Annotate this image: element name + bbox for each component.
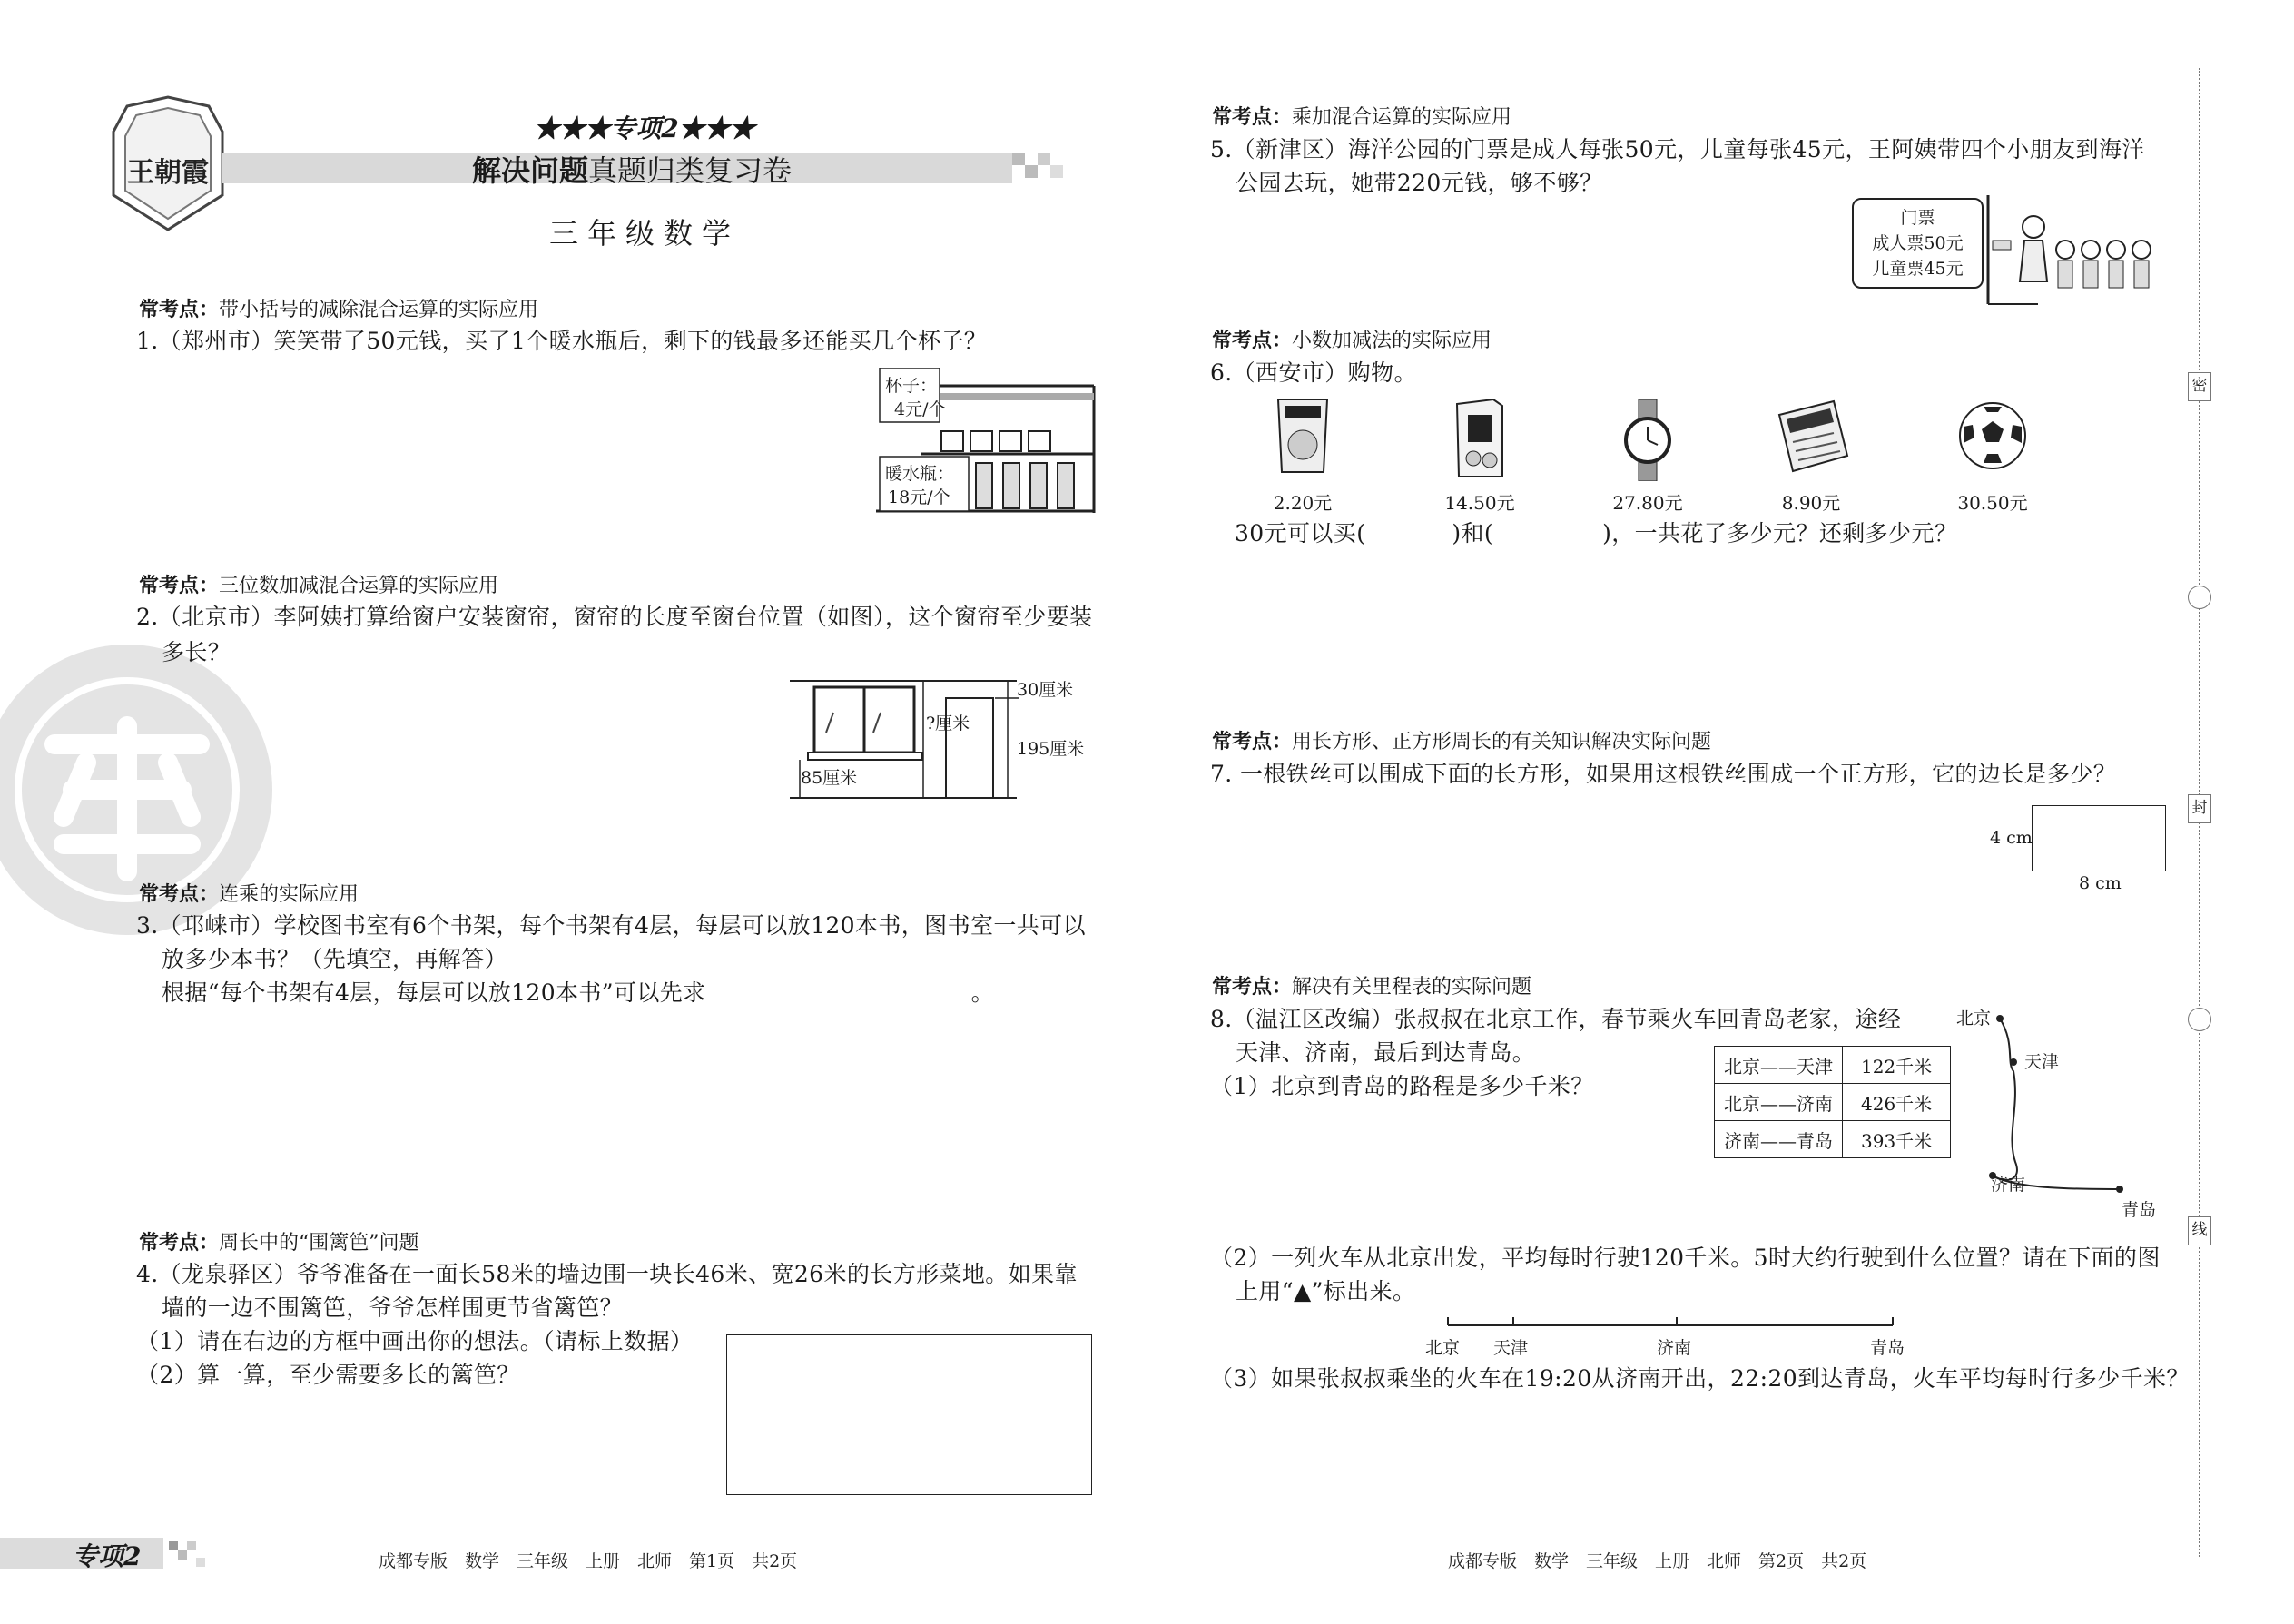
special-label: ★★★专项2★★★: [534, 113, 755, 143]
q6-fill-c: )，一共花了多少元？还剩多少元？: [1602, 520, 1958, 546]
distance-cell: 426千米: [1843, 1084, 1951, 1121]
distance-cell: 393千米: [1843, 1121, 1951, 1158]
page-title: [472, 148, 792, 190]
kp-label: 常考点：: [1212, 730, 1293, 753]
binding-hole: [2188, 586, 2211, 609]
q8-sub3: （3）如果张叔叔乘坐的火车在19:20从济南开出，22:20到达青岛，火车平均每时行多少千米？: [1210, 1365, 2190, 1392]
ticket-title: 门票: [1900, 208, 1935, 228]
line-jinan: 济南: [1657, 1338, 1692, 1358]
margin-char-mi: 密: [2188, 372, 2211, 401]
price-chips: 14.50元: [1444, 492, 1515, 514]
margin-char-xian: 线: [2188, 1216, 2211, 1245]
kp-label: 常考点：: [139, 574, 220, 597]
logo-badge: [100, 95, 236, 231]
q6-fill-line: [1235, 517, 1957, 550]
route-map: [1952, 1008, 2151, 1216]
cup-price: 4元/个: [894, 399, 946, 419]
q8-text-line2: 天津、济南，最后到达青岛。: [1236, 1039, 1536, 1066]
route-cell: 济南——青岛: [1715, 1121, 1843, 1158]
map-qingdao: 青岛: [2122, 1200, 2157, 1220]
q3-text-line3: [162, 976, 994, 1009]
q4-keypoint: [139, 1227, 419, 1255]
ticket-adult: 成人票50元: [1872, 233, 1964, 253]
watch-image: [1616, 399, 1679, 481]
q7-keypoint: [1212, 726, 1711, 754]
title-rest: 真题归类复习卷: [588, 153, 793, 188]
price-football: 30.50元: [1957, 492, 2028, 514]
ticket-child: 儿童票45元: [1872, 259, 1964, 279]
kp-text: 解决有关里程表的实际问题: [1292, 976, 1532, 999]
q6-fill-a: 30元可以买(: [1235, 520, 1366, 546]
table-row: [1715, 1121, 1951, 1158]
q4-text-line2: 墙的一边不围篱笆，爷爷怎样围更节省篱笆？: [162, 1294, 624, 1321]
distance-table: [1714, 1046, 1951, 1158]
kp-text: 乘加混合运算的实际应用: [1292, 106, 1512, 129]
kp-text: 三位数加减混合运算的实际应用: [219, 575, 499, 597]
q5-keypoint: [1212, 102, 1511, 130]
route-cell: 北京——济南: [1715, 1084, 1843, 1121]
q4-text-line1: 4.（龙泉驿区）爷爷准备在一面长58米的墙边围一块长46米、宽26米的长方形菜地。如果靠: [136, 1261, 1078, 1287]
map-jinan: 济南: [1991, 1175, 2026, 1195]
cup-label: 杯子：: [885, 376, 938, 396]
route-cell: 北京——天津: [1715, 1047, 1843, 1084]
q2-text-line2: 多长？: [162, 639, 231, 665]
q1-text: 1.（郑州市）笑笑带了50元钱，买了1个暖水瓶后，剩下的钱最多还能买几个杯子？: [136, 328, 988, 354]
line-qingdao: 青岛: [1870, 1338, 1905, 1358]
q2-text-line1: 2.（北京市）李阿姨打算给窗户安装窗帘，窗帘的长度至窗台位置（如图），这个窗帘至少要装: [136, 604, 1093, 630]
binding-hole: [2188, 1008, 2211, 1031]
q7-length-label: 8 cm: [2079, 873, 2122, 893]
line-tianjin: 天津: [1493, 1338, 1529, 1358]
dim-195: 195厘米: [1017, 739, 1085, 759]
q3-fill-prompt: 根据“每个书架有4层，每层可以放120本书”可以先求: [162, 979, 706, 1006]
kp-text: 小数加减法的实际应用: [1292, 330, 1492, 352]
q3-text-line1: 3.（邛崃市）学校图书室有6个书架，每个书架有4层，每层可以放120本书，图书室一共可以: [136, 912, 1086, 939]
dim-85: 85厘米: [801, 768, 858, 788]
q8-sub1: （1）北京到青岛的路程是多少千米？: [1210, 1073, 1594, 1099]
distance-cell: 122千米: [1843, 1047, 1951, 1084]
q1-keypoint: [139, 294, 538, 322]
price-storybook: 8.90元: [1781, 492, 1841, 514]
q3-text-line2: 放多少本书？（先填空，再解答）: [162, 946, 508, 972]
q8-sub2-line2: 上用“▲”标出来。: [1236, 1278, 1416, 1304]
footer-left: 成都专版 数学 三年级 上册 北师 第1页 共2页: [379, 1551, 798, 1571]
map-beijing: 北京: [1956, 1009, 1992, 1029]
biscuit-image: [1271, 395, 1334, 477]
q8-keypoint: [1212, 971, 1531, 999]
kp-text: 用长方形、正方形周长的有关知识解决实际问题: [1292, 731, 1712, 753]
dim-unknown: ?厘米: [926, 714, 970, 733]
table-row: [1715, 1047, 1951, 1084]
logo-text: 王朝霞: [127, 157, 209, 189]
kp-text: 连乘的实际应用: [219, 883, 359, 906]
chips-image: [1448, 395, 1511, 481]
q4-sub1: （1）请在右边的方框中画出你的想法。（请标上数据）: [136, 1328, 694, 1354]
kp-text: 周长中的“围篱笆”问题: [219, 1232, 419, 1255]
title-bold: 解决问题: [472, 153, 589, 188]
football-image: [1956, 399, 2029, 472]
q8-sub2-line1: （2）一列火车从北京出发，平均每时行驶120千米。5时大约行驶到什么位置？请在下面的图: [1210, 1245, 2161, 1271]
line-beijing: 北京: [1425, 1338, 1461, 1358]
q6-keypoint: [1212, 325, 1492, 353]
footer-tab-label: 专项2: [73, 1541, 142, 1571]
kp-text: 带小括号的减除混合运算的实际应用: [219, 299, 539, 321]
footer-right: 成都专版 数学 三年级 上册 北师 第2页 共2页: [1448, 1551, 1867, 1571]
q5-text-line2: 公园去玩，她带220元钱，够不够？: [1236, 170, 1603, 196]
q7-rectangle: [2032, 805, 2166, 871]
kp-label: 常考点：: [139, 1231, 220, 1255]
kp-label: 常考点：: [1212, 975, 1293, 999]
margin-char-feng: 封: [2188, 794, 2211, 823]
q8-text-line1: 8.（温江区改编）张叔叔在北京工作，春节乘火车回青岛老家，途经: [1210, 1006, 1902, 1032]
page-subtitle: 三年级数学: [548, 216, 740, 251]
kp-label: 常考点：: [139, 882, 220, 906]
q5-people-illustration: [1984, 195, 2165, 309]
q7-width-label: 4 cm: [1990, 828, 2033, 848]
q6-text: 6.（西安市）购物。: [1210, 359, 1417, 386]
q3-keypoint: [139, 879, 359, 907]
q3-fill-end: 。: [970, 979, 994, 1006]
q7-text: 7. 一根铁丝可以围成下面的长方形，如果用这根铁丝围成一个正方形，它的边长是多少？: [1210, 761, 2117, 787]
price-biscuit: 2.20元: [1273, 492, 1333, 514]
q3-answer-blank[interactable]: [706, 984, 971, 1009]
q6-fill-b: )和(: [1452, 520, 1494, 546]
bottle-label: 暖水瓶：: [885, 464, 955, 484]
kp-label: 常考点：: [1212, 105, 1293, 129]
table-row: [1715, 1084, 1951, 1121]
dim-30: 30厘米: [1017, 680, 1074, 700]
q5-text-line1: 5.（新津区）海洋公园的门票是成人每张50元，儿童每张45元，王阿姨带四个小朋友到海洋: [1210, 136, 2145, 162]
q4-drawing-box[interactable]: [726, 1334, 1092, 1495]
storybook-image: [1770, 397, 1852, 474]
kp-label: 常考点：: [139, 298, 220, 321]
q4-sub2: （2）算一算，至少需要多长的篱笆？: [136, 1362, 520, 1388]
bottle-price: 18元/个: [888, 487, 950, 507]
map-tianjin: 天津: [2024, 1052, 2060, 1072]
ticket-sign: [1852, 198, 1984, 289]
price-watch: 27.80元: [1612, 492, 1683, 514]
q2-keypoint: [139, 570, 498, 598]
kp-label: 常考点：: [1212, 329, 1293, 352]
